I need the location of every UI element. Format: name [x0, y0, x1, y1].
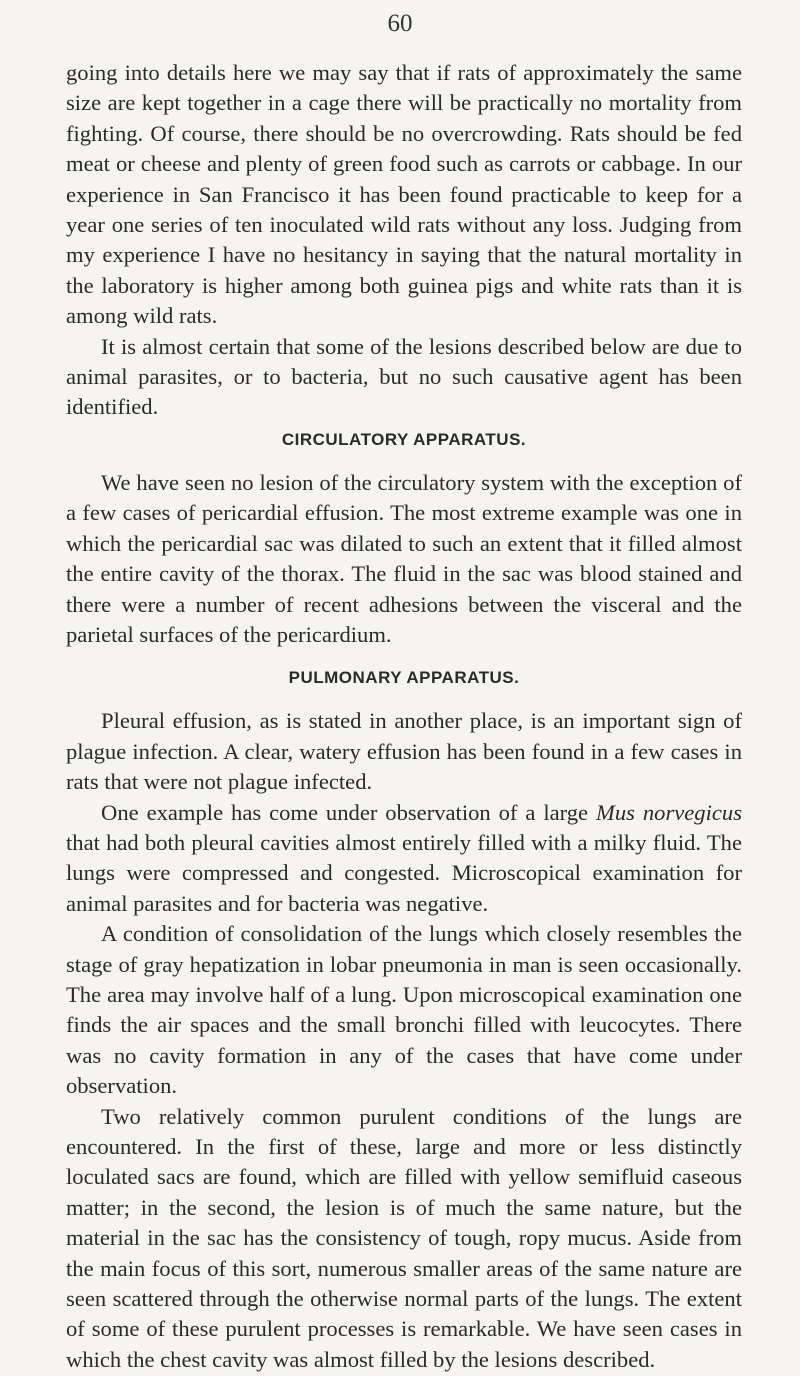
paragraph: A condition of consolidation of the lungs which closely resembles the stage of gray hepatization in lobar pneumonia in man is seen occasionally. The area may involve half of a lung. Upon microscopical examination one finds the air spaces and the small bronchi filled with leucocytes. There was no cavity formation in any of the cases that have come under observation.: [66, 921, 742, 1099]
paragraph-text: that had both pleural cavities almost entirely filled with a milky fluid. The lungs were compressed and congested. Microscopical examination for animal parasites and for bacteria was negative.: [66, 829, 742, 916]
paragraph: We have seen no lesion of the circulatory system with the exception of a few cases of pericardial effusion. The most extreme example was one in which the pericardial sac was dilated to such an extent that it filled almost the entire cavity of the thorax. The fluid in the sac was blood stained and there were a number of recent adhesions between the visceral and the parietal surfaces of the pericardium.: [66, 469, 742, 647]
page-body: [66, 58, 742, 1375]
section-heading-circulatory: CIRCULATORY APPARATUS.: [281, 429, 527, 449]
species-name: Mus norvegicus: [596, 799, 742, 825]
paragraph-text: One example has come under observation of a large: [101, 799, 597, 825]
paragraph: [66, 798, 742, 920]
paragraph: Pleural effusion, as is stated in another place, is an important sign of plague infection. A clear, watery effusion has been found in a few cases in rats that were not plague infected.: [66, 708, 742, 795]
paragraph: going into details here we may say that if rats of approximately the same size are kept together in a cage there will be practically no mortality from fighting. Of course, there should be no overcrowding. Rats should be fed meat or cheese and plenty of green food such as carrots or cabbage. In our experience in San Francisco it has been found practicable to keep for a year one series of ten inoculated wild rats without any loss. Judging from my experience I have no hesitancy in saying that the natural mortality in the laboratory is higher among both guinea pigs and white rats than it is among wild rats.: [66, 60, 742, 329]
paragraph: Two relatively common purulent conditions of the lungs are encountered. In the first of these, large and more or less distinctly loculated sacs are found, which are filled with yellow semifluid caseous matter; in the second, the lesion is of much the same nature, but the material in the sac has the consistency of tough, ropy mucus. Aside from the main focus of this sort, numerous smaller areas of the same nature are seen scattered through the otherwise normal parts of the lungs. The extent of some of these purulent processes is remarkable. We have seen cases in which the chest cavity was almost filled by the lesions described.: [66, 1103, 742, 1372]
section-heading-pulmonary: PULMONARY APPARATUS.: [288, 668, 520, 688]
page-number: 60: [387, 10, 413, 37]
paragraph: It is almost certain that some of the lesions described below are due to animal parasites, or to bacteria, but no such causative agent has been identified.: [66, 333, 742, 420]
